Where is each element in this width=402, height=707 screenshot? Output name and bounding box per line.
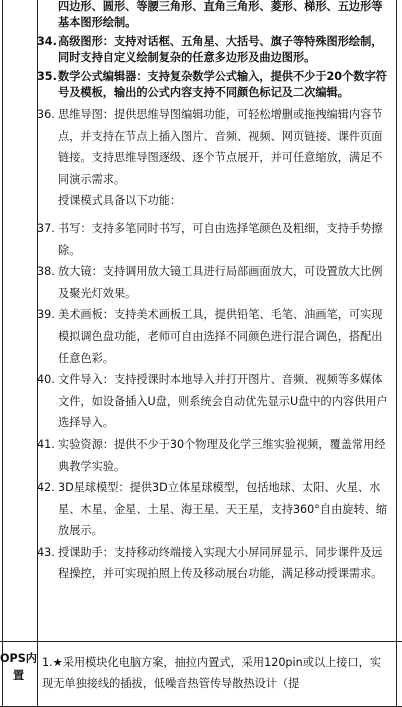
item-number: 41.	[37, 437, 55, 451]
item-number: 36.	[37, 108, 55, 121]
row-divider	[0, 641, 402, 642]
list-item-35	[37, 69, 393, 101]
item-text: 书写：支持多笔同时书写，可自由选择笔颜色及粗细，支持手势擦除。	[58, 221, 383, 257]
list-item-40	[37, 369, 393, 434]
list-item-42	[37, 477, 393, 542]
list-item-34	[37, 34, 393, 66]
list-item-41	[37, 434, 393, 477]
item-text: 实验资源：提供不少于30个物理及化学三维实验视频，覆盖常用经典教学实验。	[58, 437, 386, 473]
list-item-33-continuation	[37, 0, 393, 31]
item-text: 授课助手：支持移动终端接入实现大小屏同屏显示、同步课件及远程操控，并可实现拍照上传及移动展台功能，满足移动授课需求。	[58, 545, 383, 581]
item-number: 35.	[37, 70, 57, 83]
item-number: 43.	[37, 545, 55, 559]
item-number: 40.	[37, 373, 55, 387]
requirements-list	[37, 0, 393, 585]
item-number: 38.	[37, 265, 55, 279]
list-item-38	[37, 261, 393, 304]
list-item-43	[37, 542, 393, 585]
item-number: 39.	[37, 308, 55, 322]
item-text: 放大镜：支持调用放大镜工具进行局部画面放大，可设置放大比例及聚光灯效果。	[58, 265, 383, 300]
list-item-36	[37, 104, 393, 190]
table-border-right	[396, 0, 397, 707]
item-number: 37.	[37, 221, 55, 235]
table-border-left	[2, 0, 3, 707]
item-number: 42.	[37, 481, 55, 495]
item-text: 3D星球模型：提供3D立体星球模型，包括地球、太阳、火星、水星、木星、金星、土星、海王星、天王星，支持360°自由旋转、缩放展示。	[58, 481, 388, 538]
item-text: 美术画板：支持美术画板工具，提供铅笔、毛笔、油画笔，可实现模拟调色盘功能，老师可自由选择不同颜色进行混合调色，搭配出任意色彩。	[58, 308, 383, 365]
item-text: 四边形、圆形、等腰三角形、直角三角形、菱形、梯形、五边形等基本图形绘制。	[58, 0, 383, 29]
item-number: 34.	[37, 35, 57, 48]
mode-intro: 授课模式具备以下功能：	[58, 194, 182, 208]
item-text: 高级图形：支持对话框、五角星、大括号、旗子等特殊图形绘制，同时支持自定义绘制复杂的任意多边形及曲边图形。	[58, 35, 383, 64]
ops-description: 1.★采用模块化电脑方案，抽拉内置式，采用120pin或以上接口，实现无单独接线的插拔，低噪音热管传导散热设计（提	[42, 656, 382, 690]
item-text: 思维导图：提供思维导图编辑功能，可轻松增删或拖拽编辑内容节点，并支持在节点上插入图片、音频、视频、网页链接、课件页面链接。支持思维导图逐级、逐个节点展开，并可任意缩放，满足不同演示需求。	[58, 108, 383, 186]
item-text: 文件导入：支持授课时本地导入并打开图片、音频、视频等多媒体文件，如设备插入U盘，则系统会自动优先显示U盘中的内容供用户选择导入。	[58, 373, 388, 430]
row-label-ops: OPS内置	[0, 652, 37, 682]
list-item-39	[37, 304, 393, 369]
item-text: 数学公式编辑器：支持复杂数学公式输入，提供不少于20个数字符号及模板，输出的公式内容支持不同颜色标记及二次编辑。	[58, 70, 387, 99]
list-item-37	[37, 218, 393, 261]
